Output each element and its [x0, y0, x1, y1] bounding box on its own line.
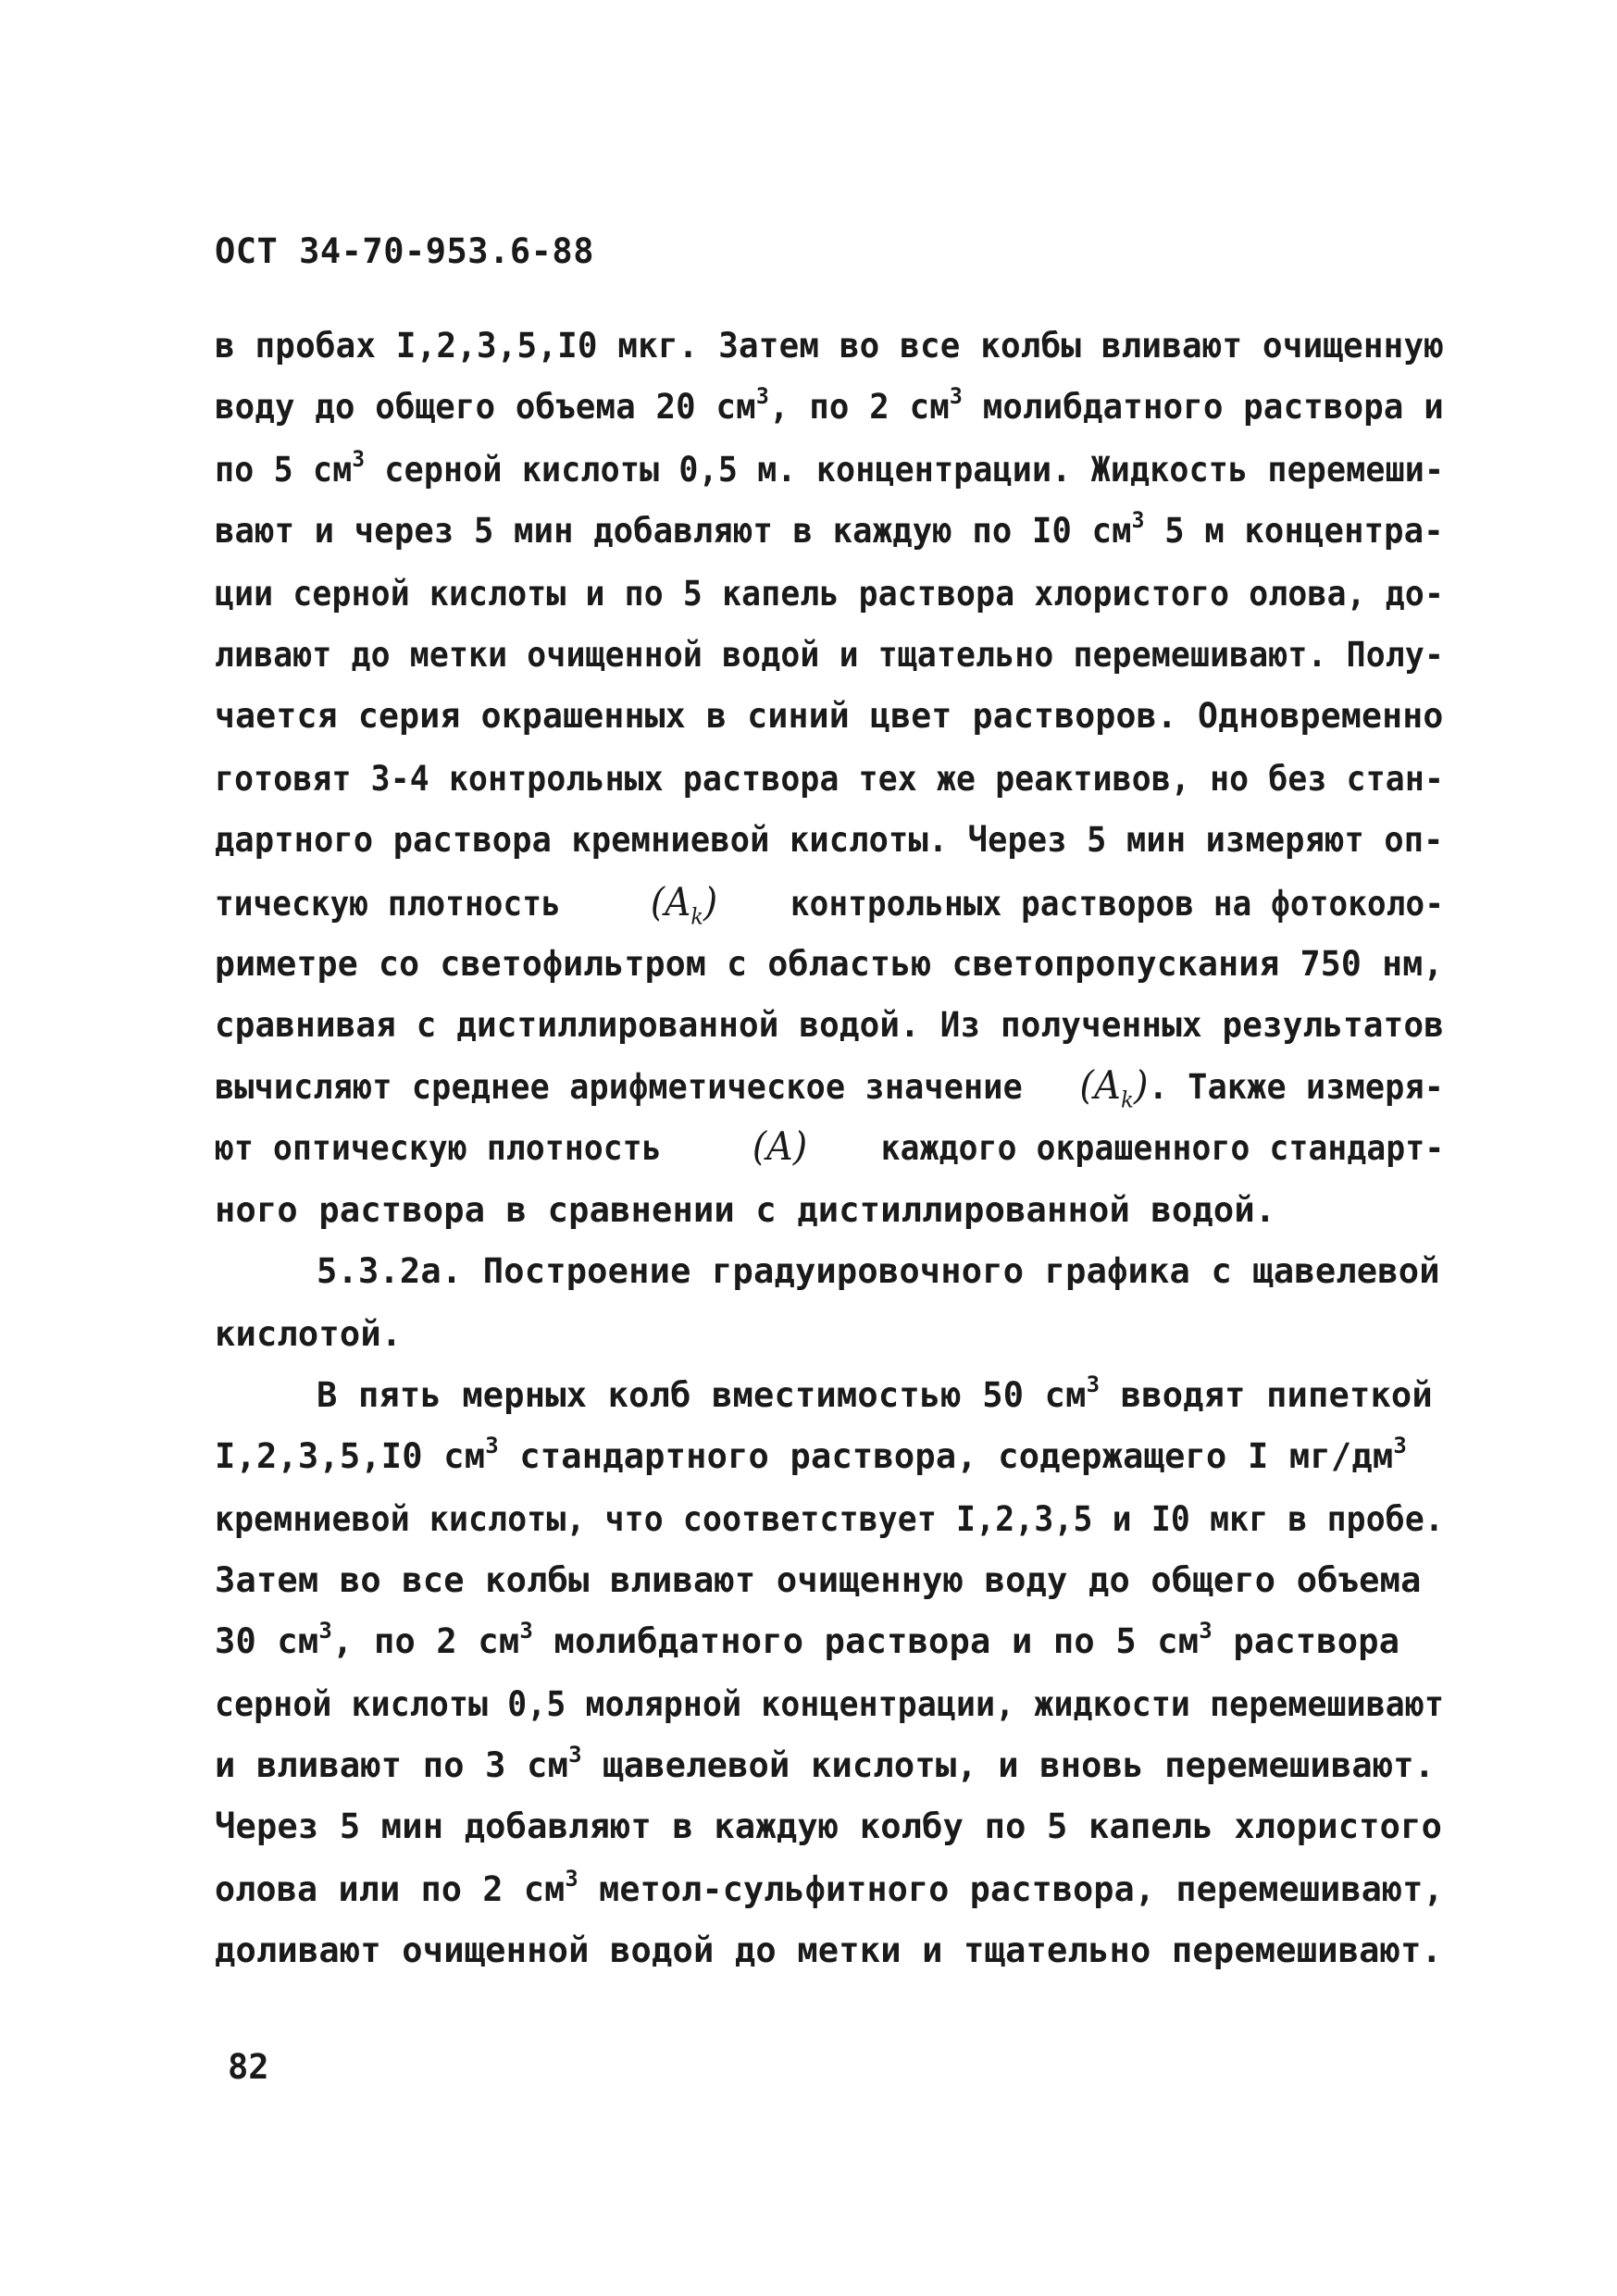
- text-line: ют оптическую плотность (A) каждого окрашенного стандарт-: [215, 1123, 1445, 1169]
- text-line: вают и через 5 мин добавляют в каждую по I0 $см^3$ 5 м концентра-: [215, 506, 1444, 551]
- text-line: сравнивая с дистиллированной водой. Из полученных результатов: [215, 1005, 1444, 1045]
- text-line: вычисляют среднее арифметическое значение $(A_k)$. Также измеря-: [215, 1062, 1445, 1113]
- text-line: I,2,3,5,I0 $см^3$ стандартного раствора, содержащего I $мг/дм^3$: [215, 1432, 1407, 1476]
- symbol-ak: $(A_k)$: [650, 879, 718, 930]
- text-line: доливают очищенной водой до метки и тщательно перемешивают.: [215, 1930, 1443, 1970]
- text-line: В пять мерных колб вместимостью 50 $см^3$ вводят пипеткой: [317, 1371, 1433, 1415]
- text-line: готовят 3-4 контрольных раствора тех же реактивов, но без стан-: [215, 759, 1445, 799]
- text-line: по 5 $см^3$ серной кислоты 0,5 м. концентрации. Жидкость перемеши-: [215, 445, 1445, 490]
- text-line: тическую плотность $(A_k)$ контрольных растворов на фотоколо-: [215, 879, 1445, 930]
- text-line: ного раствора в сравнении с дистиллированной водой.: [215, 1190, 1276, 1230]
- page-number: 82: [228, 2047, 269, 2087]
- text-line: олова или по 2 $см^3$ метол-сульфитного раствора, перемешивают,: [215, 1865, 1444, 1909]
- document-code: ОСТ 34-70-953.6-88: [215, 231, 594, 271]
- symbol-a: (A): [752, 1123, 808, 1169]
- section-heading-cont: кислотой.: [215, 1314, 403, 1354]
- symbol-ak-mean: $(A_k)$: [1079, 1062, 1149, 1113]
- text-line: Затем во все колбы вливают очищенную воду до общего объема: [215, 1560, 1422, 1600]
- section-heading: 5.3.2а. Построение градуировочного графика с щавелевой: [317, 1251, 1440, 1291]
- text-line: серной кислоты 0,5 молярной концентрации, жидкости перемешивают: [215, 1684, 1445, 1724]
- text-line: и вливают по 3 $см^3$ щавелевой кислоты, и вновь перемешивают.: [215, 1741, 1436, 1785]
- text-line: 30 $см^3$, по 2 $см^3$ молибдатного раствора и по 5 $см^3$ раствора: [215, 1617, 1400, 1661]
- text-line: дартного раствора кремниевой кислоты. Через 5 мин измеряют оп-: [215, 820, 1444, 860]
- text-line: чается серия окрашенных в синий цвет растворов. Одновременно: [215, 696, 1444, 736]
- text-line: риметре со светофильтром с областью светопропускания 750 нм,: [215, 944, 1444, 984]
- text-line: ливают до метки очищенной водой и тщательно перемешивают. Полу-: [215, 635, 1445, 675]
- text-line: воду до общего объема 20 $см^3$, по 2 $см^3$ молибдатного раствора и: [215, 382, 1444, 427]
- text-line: кремниевой кислоты, что соответствует I,2,3,5 и I0 мкг в пробе.: [215, 1499, 1445, 1539]
- text-line: в пробах I,2,3,5,I0 мкг. Затем во все колбы вливают очищенную: [215, 326, 1444, 366]
- text-line: Через 5 мин добавляют в каждую колбу по 5 капель хлористого: [215, 1806, 1443, 1846]
- text-line: ции серной кислоты и по 5 капель раствора хлористого олова, до-: [215, 574, 1445, 614]
